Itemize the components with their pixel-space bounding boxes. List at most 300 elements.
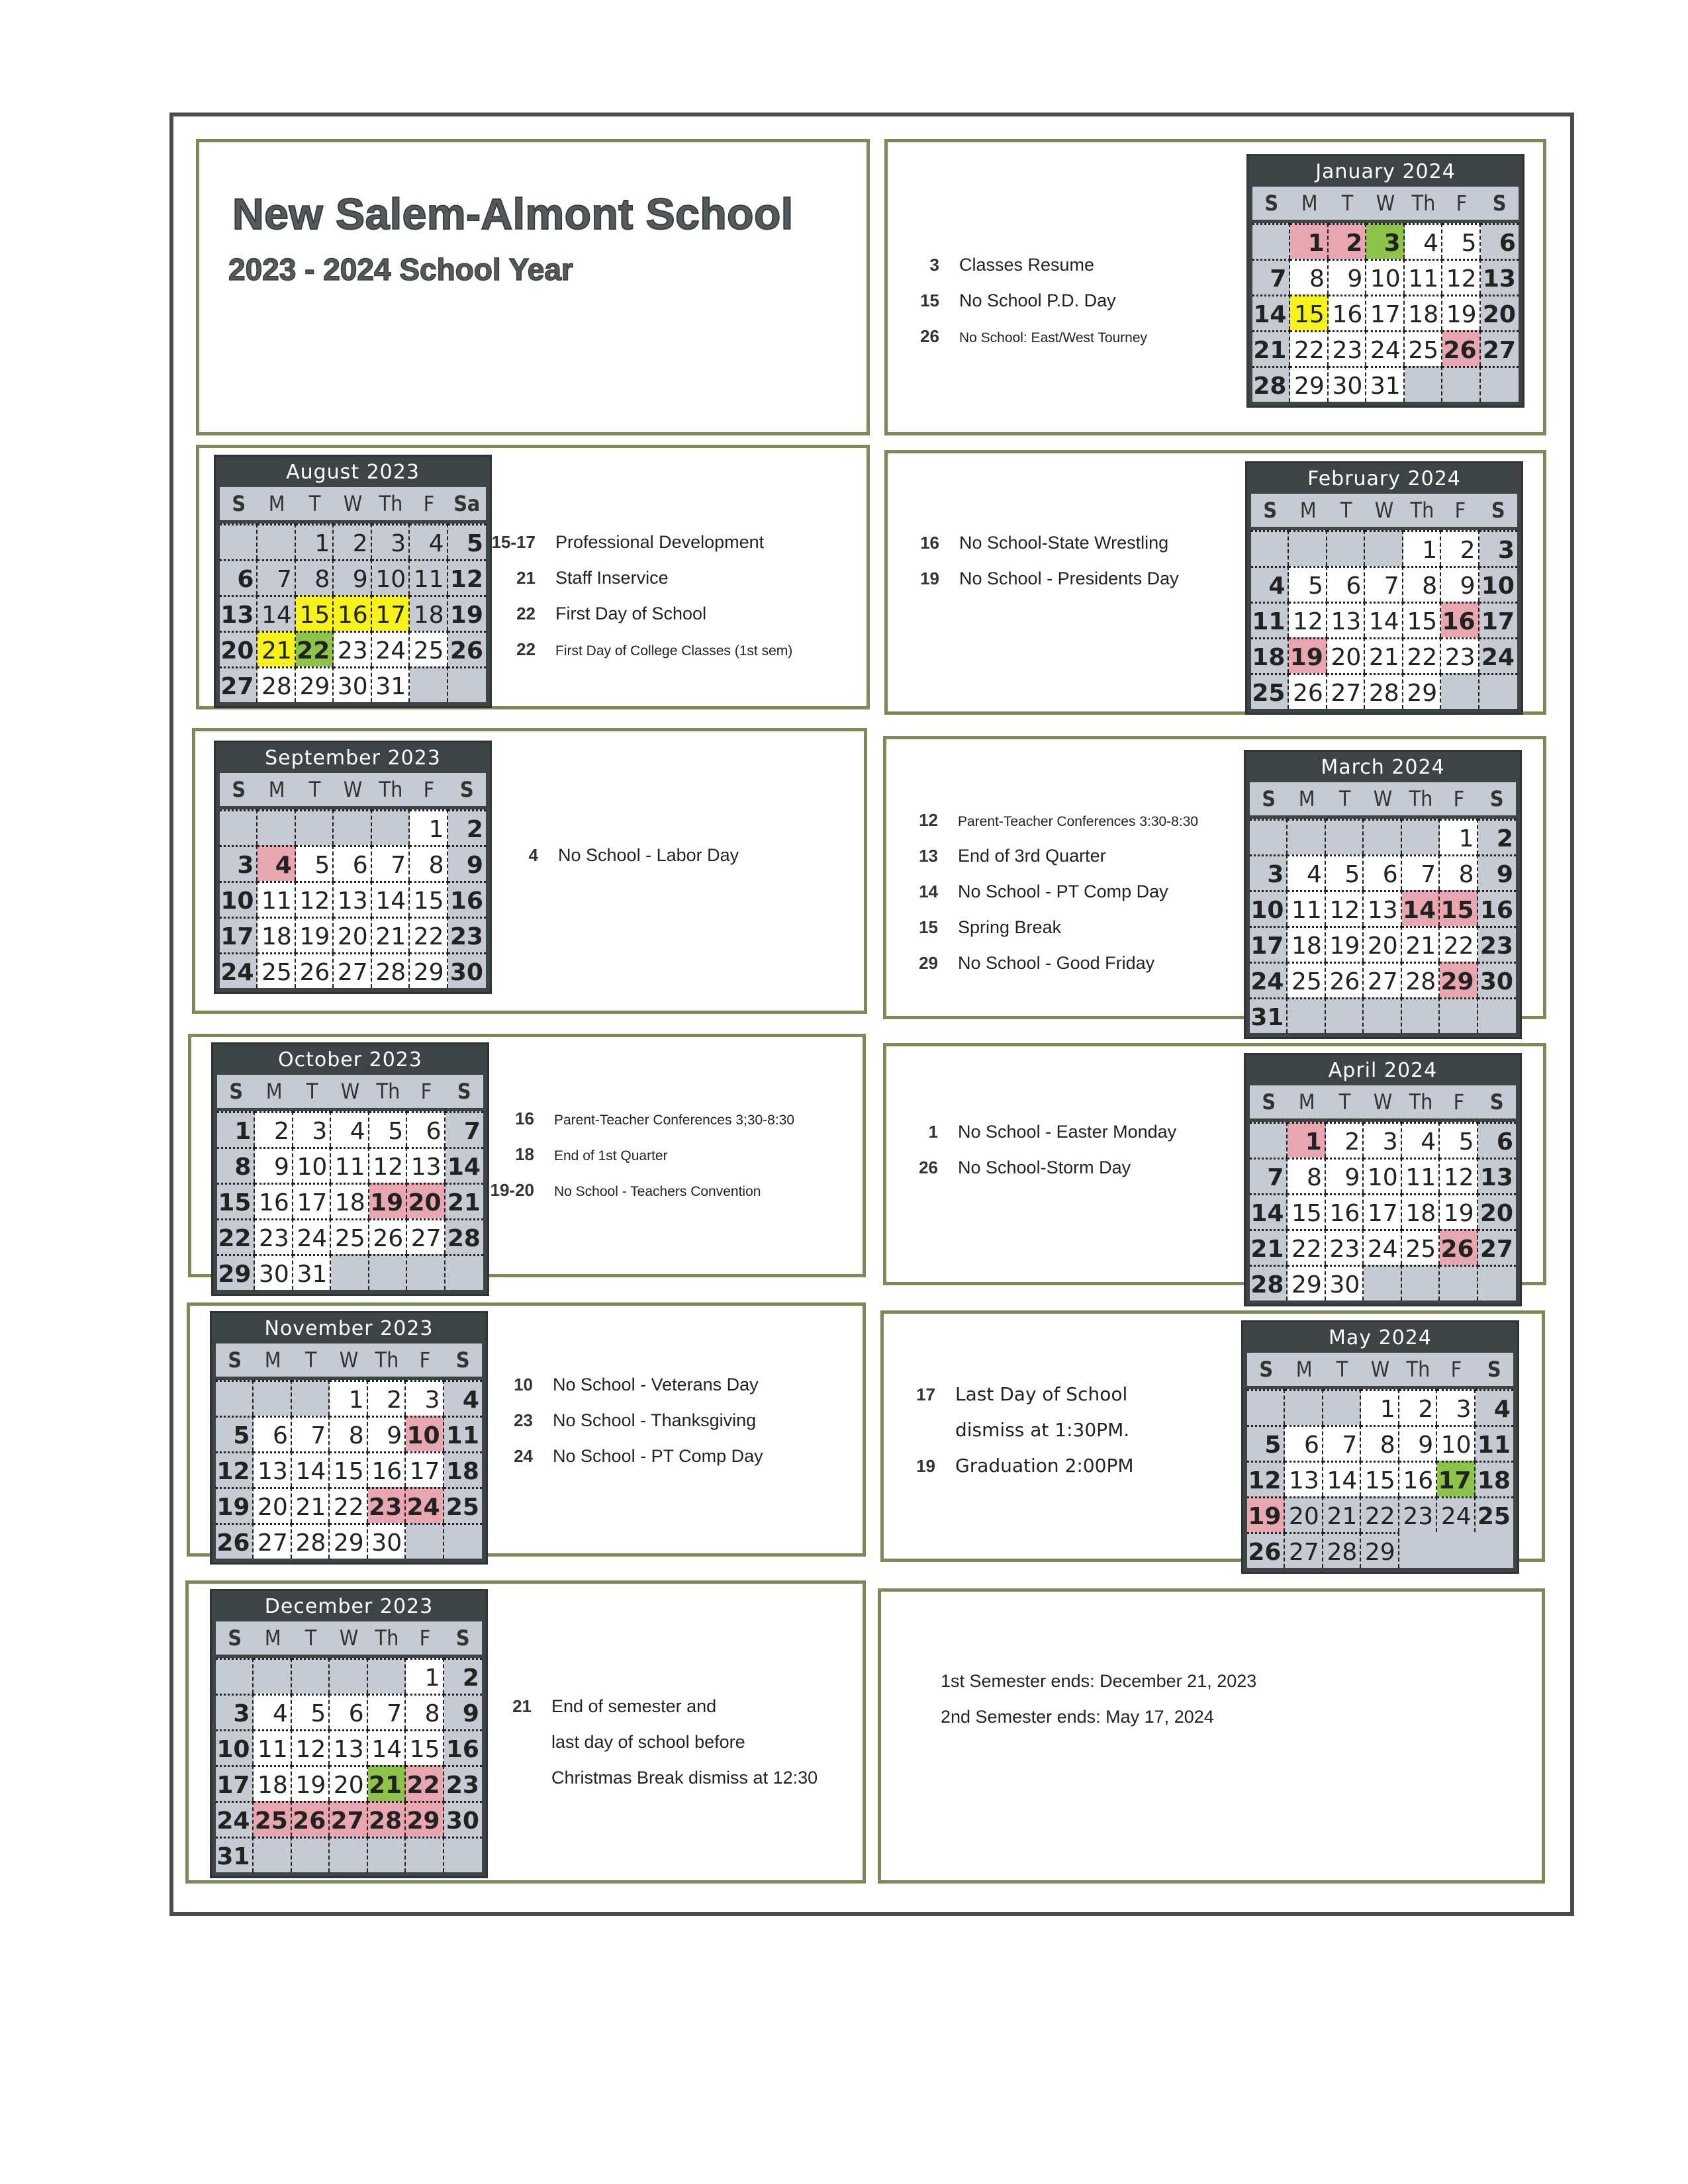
calendar-day: 2 <box>444 1658 482 1694</box>
calendar-empty-cell <box>258 809 295 845</box>
calendar-day: 9 <box>255 1147 293 1183</box>
calendar-day: 28 <box>292 1523 330 1559</box>
calendar-day: 19 <box>1289 637 1327 673</box>
calendar-month-title: November 2023 <box>264 1317 434 1340</box>
calendar-day: 7 <box>1323 1425 1361 1461</box>
event-date: 10 <box>514 1375 533 1394</box>
calendar-day: 22 <box>1403 637 1441 673</box>
calendar-day: 24 <box>372 631 410 666</box>
calendar-day: 13 <box>407 1147 445 1183</box>
calendar-empty-cell <box>444 1523 482 1559</box>
calendar-empty-cell <box>296 809 334 845</box>
event-date: 23 <box>514 1410 533 1430</box>
calendar-day: 7 <box>292 1416 330 1451</box>
calendar-empty-cell <box>1250 1122 1288 1158</box>
event-item <box>884 1419 1134 1455</box>
calendar-day: 10 <box>220 881 258 917</box>
calendar-day: 13 <box>1364 890 1401 926</box>
calendar-empty-cell <box>1440 997 1477 1033</box>
calendar-day: 30 <box>334 666 371 702</box>
semester-dates <box>941 1671 1256 1743</box>
event-date: 22 <box>516 639 536 659</box>
event-description: End of semester and <box>551 1696 717 1716</box>
weekday-label: M <box>268 491 285 516</box>
calendar-day: 11 <box>1405 259 1442 295</box>
calendar-day: 16 <box>1441 602 1479 637</box>
calendar-empty-cell <box>292 1837 330 1872</box>
calendar-empty-cell <box>406 1837 444 1872</box>
calendar-day: 4 <box>1476 1389 1513 1425</box>
month-panel-may <box>880 1310 1545 1566</box>
weekday-header-row <box>216 1343 482 1380</box>
calendar-day: 6 <box>254 1416 291 1451</box>
calendar-day: 15 <box>1403 602 1441 637</box>
event-description: No School - PT Comp Day <box>553 1446 763 1466</box>
event-item <box>886 1122 1176 1158</box>
calendar-day: 20 <box>1327 637 1365 673</box>
calendar-day: 29 <box>1361 1532 1399 1568</box>
calendar-month-title: December 2023 <box>264 1595 434 1618</box>
calendar-empty-cell <box>1365 530 1403 566</box>
month-panel-feb <box>884 450 1546 715</box>
calendar-empty-cell <box>1478 1265 1516 1300</box>
event-description: First Day of College Classes (1st sem) <box>555 643 793 659</box>
calendar-day: 21 <box>372 917 410 952</box>
calendar-day: 31 <box>293 1254 331 1290</box>
calendar-may-2024 <box>1241 1320 1519 1574</box>
calendar-day: 27 <box>1478 1229 1516 1265</box>
calendar-day: 19 <box>369 1183 407 1218</box>
calendar-day: 21 <box>1402 926 1440 962</box>
weekday-label: W <box>1374 498 1394 523</box>
calendar-empty-cell <box>445 1254 483 1290</box>
calendar-day: 16 <box>1329 295 1366 330</box>
calendar-day: 17 <box>406 1451 444 1487</box>
calendar-empty-cell <box>330 1658 367 1694</box>
calendar-day: 18 <box>331 1183 369 1218</box>
calendar-empty-cell <box>1326 997 1364 1033</box>
calendar-day: 24 <box>1364 1229 1401 1265</box>
calendar-empty-cell <box>292 1658 330 1694</box>
calendar-day: 7 <box>445 1111 483 1147</box>
calendar-day: 27 <box>407 1218 445 1254</box>
weekday-label: M <box>1295 1357 1313 1382</box>
weekday-label: M <box>1301 191 1318 216</box>
weekday-label: T <box>1341 191 1354 216</box>
weekday-label: S <box>1492 191 1507 216</box>
calendar-day: 21 <box>1250 1229 1288 1265</box>
semester-panel <box>878 1588 1545 1884</box>
event-item <box>886 917 1198 953</box>
calendar-day: 18 <box>444 1451 482 1487</box>
calendar-day: 9 <box>1329 259 1366 295</box>
calendar-day: 29 <box>406 1801 444 1837</box>
calendar-empty-cell <box>1402 1265 1440 1300</box>
calendar-day: 6 <box>1478 1122 1516 1158</box>
calendar-day: 22 <box>406 1765 444 1801</box>
weekday-header-row <box>216 1621 482 1658</box>
weekday-header-row <box>1252 187 1519 223</box>
calendar-empty-cell <box>1323 1389 1361 1425</box>
calendar-day: 19 <box>448 595 486 631</box>
calendar-day: 18 <box>254 1765 291 1801</box>
calendar-day: 21 <box>1323 1496 1361 1532</box>
events-april <box>886 1122 1176 1193</box>
weekday-label: Th <box>376 1079 400 1104</box>
calendar-day: 22 <box>1361 1496 1399 1532</box>
calendar-day: 29 <box>1288 1265 1325 1300</box>
weekday-label: T <box>305 1625 317 1651</box>
calendar-day-grid <box>1252 223 1519 402</box>
weekday-label: W <box>1373 1089 1393 1115</box>
event-description: No School - PT Comp Day <box>958 882 1168 901</box>
calendar-empty-cell <box>254 1658 291 1694</box>
event-date: 15 <box>920 291 939 310</box>
calendar-day: 29 <box>296 666 334 702</box>
calendar-empty-cell <box>216 1380 254 1416</box>
event-date: 24 <box>514 1446 533 1466</box>
event-description: Spring Break <box>958 917 1062 937</box>
calendar-day: 14 <box>1323 1461 1361 1496</box>
calendar-day: 3 <box>216 1694 254 1729</box>
event-item <box>481 1375 763 1410</box>
calendar-day: 1 <box>406 1658 444 1694</box>
calendar-day: 25 <box>410 631 447 666</box>
calendar-day: 9 <box>1478 854 1516 890</box>
calendar-day: 15 <box>406 1729 444 1765</box>
calendar-day: 28 <box>258 666 295 702</box>
calendar-day: 10 <box>1479 566 1517 602</box>
calendar-day: 28 <box>1323 1532 1361 1568</box>
event-description: No School-Storm Day <box>958 1158 1131 1177</box>
calendar-day: 4 <box>1288 854 1325 890</box>
weekday-label: S <box>1489 786 1504 811</box>
calendar-day: 2 <box>1329 223 1366 259</box>
weekday-label: Th <box>379 777 403 802</box>
calendar-day: 22 <box>330 1487 367 1523</box>
event-item <box>888 326 1147 362</box>
calendar-empty-cell <box>1327 530 1365 566</box>
calendar-day: 5 <box>292 1694 330 1729</box>
event-description: No School - Labor Day <box>558 845 739 865</box>
calendar-february-2024 <box>1245 461 1523 715</box>
calendar-day: 28 <box>1365 673 1403 709</box>
calendar-day: 24 <box>1366 330 1404 366</box>
event-date: 1 <box>928 1122 938 1142</box>
calendar-day-grid <box>1250 819 1516 1033</box>
events-february <box>888 533 1179 604</box>
event-date: 13 <box>919 846 938 866</box>
calendar-day: 29 <box>1440 962 1477 997</box>
calendar-day: 29 <box>330 1523 367 1559</box>
calendar-day: 16 <box>448 881 486 917</box>
calendar-empty-cell <box>1252 223 1290 259</box>
calendar-day-grid <box>216 1380 482 1559</box>
calendar-month-title: February 2024 <box>1307 467 1461 490</box>
weekday-label: F <box>420 1079 432 1104</box>
weekday-label: T <box>1338 786 1351 811</box>
calendar-day: 15 <box>1361 1461 1399 1496</box>
event-date: 26 <box>920 326 939 346</box>
calendar-day: 2 <box>448 809 486 845</box>
calendar-day: 26 <box>1247 1532 1285 1568</box>
event-date: 22 <box>516 604 536 623</box>
weekday-label: T <box>1336 1357 1348 1382</box>
calendar-day: 3 <box>406 1380 444 1416</box>
calendar-april-2024 <box>1244 1053 1522 1306</box>
calendar-day: 16 <box>368 1451 406 1487</box>
calendar-day: 4 <box>410 523 447 559</box>
event-description: Christmas Break dismiss at 12:30 <box>551 1768 818 1788</box>
title-panel <box>196 139 870 435</box>
calendar-day: 2 <box>255 1111 293 1147</box>
calendar-empty-cell <box>331 1254 369 1290</box>
calendar-day: 23 <box>444 1765 482 1801</box>
calendar-day: 3 <box>220 845 258 881</box>
events-january <box>888 255 1147 362</box>
calendar-day: 9 <box>334 559 371 595</box>
month-panel-jan <box>884 139 1546 435</box>
calendar-day: 16 <box>1399 1461 1437 1496</box>
calendar-day-grid <box>1247 1389 1513 1568</box>
calendar-empty-cell <box>448 666 486 702</box>
weekday-label: Th <box>1406 1357 1430 1382</box>
calendar-day: 27 <box>254 1523 291 1559</box>
event-date: 26 <box>919 1158 938 1177</box>
calendar-day: 12 <box>1289 602 1327 637</box>
calendar-day: 3 <box>1437 1389 1475 1425</box>
calendar-day: 24 <box>216 1801 254 1837</box>
calendar-day: 10 <box>406 1416 444 1451</box>
calendar-day: 27 <box>334 952 371 988</box>
event-date: 3 <box>929 255 939 275</box>
calendar-day: 6 <box>1364 854 1401 890</box>
weekday-label: Sa <box>453 491 481 516</box>
calendar-day: 18 <box>1402 1193 1440 1229</box>
calendar-empty-cell <box>444 1837 482 1872</box>
calendar-day: 21 <box>1252 330 1290 366</box>
month-panel-apr <box>883 1043 1546 1298</box>
calendar-day: 1 <box>296 523 334 559</box>
calendar-empty-cell <box>368 1658 406 1694</box>
calendar-day: 7 <box>372 845 410 881</box>
event-description: Graduation 2:00PM <box>955 1455 1134 1477</box>
calendar-day: 4 <box>1402 1122 1440 1158</box>
month-panel-dec <box>185 1580 866 1884</box>
event-item <box>884 1455 1134 1490</box>
calendar-day: 3 <box>1364 1122 1401 1158</box>
event-item <box>886 953 1198 989</box>
calendar-day: 14 <box>1402 890 1440 926</box>
calendar-day: 2 <box>1478 819 1516 854</box>
event-date: 12 <box>919 810 938 830</box>
calendar-day: 3 <box>1366 223 1404 259</box>
calendar-day: 19 <box>296 917 334 952</box>
calendar-empty-cell <box>1251 530 1289 566</box>
calendar-day: 26 <box>1440 1229 1477 1265</box>
calendar-day: 15 <box>330 1451 367 1487</box>
calendar-day: 14 <box>1252 295 1290 330</box>
calendar-day: 11 <box>1251 602 1289 637</box>
calendar-day: 1 <box>1288 1122 1325 1158</box>
calendar-day: 18 <box>1405 295 1442 330</box>
calendar-day: 9 <box>448 845 486 881</box>
weekday-label: T <box>1338 1089 1351 1115</box>
weekday-label: Th <box>379 491 403 516</box>
event-item <box>480 1768 818 1803</box>
calendar-day-grid <box>217 1111 483 1290</box>
calendar-day: 7 <box>368 1694 406 1729</box>
event-description: No School-State Wrestling <box>959 533 1169 553</box>
event-item <box>483 1109 794 1144</box>
calendar-day: 10 <box>372 559 410 595</box>
calendar-day: 14 <box>1365 602 1403 637</box>
month-panel-sep <box>192 728 867 1014</box>
calendar-day: 20 <box>220 631 258 666</box>
calendar-day: 30 <box>255 1254 293 1290</box>
events-may <box>884 1383 1134 1490</box>
event-item <box>481 1410 763 1446</box>
weekday-label: T <box>1340 498 1352 523</box>
calendar-day: 18 <box>1288 926 1325 962</box>
calendar-day: 13 <box>1285 1461 1323 1496</box>
calendar-day: 10 <box>216 1729 254 1765</box>
event-date: 4 <box>528 845 538 865</box>
calendar-day: 13 <box>334 881 371 917</box>
calendar-day: 12 <box>1247 1461 1285 1496</box>
calendar-empty-cell <box>254 1380 291 1416</box>
calendar-day: 8 <box>1288 1158 1325 1193</box>
calendar-march-2024 <box>1244 750 1522 1039</box>
calendar-day: 22 <box>217 1218 255 1254</box>
calendar-day: 2 <box>1399 1389 1437 1425</box>
weekday-label: F <box>1453 786 1465 811</box>
event-item <box>888 569 1179 604</box>
weekday-label: F <box>1450 1357 1462 1382</box>
calendar-day: 13 <box>254 1451 291 1487</box>
calendar-day: 7 <box>1250 1158 1288 1193</box>
calendar-day: 3 <box>1250 854 1288 890</box>
calendar-day: 7 <box>258 559 295 595</box>
event-item <box>884 1383 1134 1419</box>
calendar-day: 30 <box>1326 1265 1364 1300</box>
calendar-day: 5 <box>1442 223 1480 259</box>
event-item <box>888 533 1179 569</box>
calendar-day: 26 <box>292 1801 330 1837</box>
calendar-day: 25 <box>1476 1496 1513 1532</box>
month-panel-mar <box>883 736 1546 1031</box>
calendar-october-2023 <box>211 1042 489 1296</box>
calendar-day: 21 <box>292 1487 330 1523</box>
event-item <box>480 1696 818 1732</box>
calendar-day: 18 <box>410 595 447 631</box>
calendar-day: 17 <box>372 595 410 631</box>
weekday-label: Th <box>1410 498 1434 523</box>
calendar-day: 1 <box>1290 223 1328 259</box>
calendar-day: 12 <box>296 881 334 917</box>
weekday-label: S <box>455 1625 470 1651</box>
calendar-day: 17 <box>293 1183 331 1218</box>
calendar-day: 20 <box>1364 926 1401 962</box>
event-description: No School: East/West Tourney <box>959 330 1148 345</box>
calendar-day: 2 <box>1326 1122 1364 1158</box>
weekday-label: T <box>306 1079 318 1104</box>
calendar-day: 24 <box>406 1487 444 1523</box>
calendar-day: 19 <box>1247 1496 1285 1532</box>
event-item <box>484 532 792 568</box>
weekday-label: W <box>340 1079 360 1104</box>
calendar-day: 18 <box>1251 637 1289 673</box>
calendar-day-grid <box>220 523 486 702</box>
weekday-header-row <box>217 1075 483 1111</box>
event-description: Professional Development <box>555 532 765 552</box>
calendar-day: 13 <box>1327 602 1365 637</box>
calendar-day-grid <box>220 809 486 988</box>
calendar-day: 14 <box>445 1147 483 1183</box>
calendar-day: 5 <box>448 523 486 559</box>
event-description: No School - Easter Monday <box>958 1122 1177 1142</box>
weekday-label: W <box>1373 786 1393 811</box>
weekday-header-row <box>1250 782 1516 819</box>
event-item <box>888 291 1147 326</box>
event-description: Classes Resume <box>959 255 1095 275</box>
weekday-label: M <box>1298 786 1315 811</box>
event-item <box>888 255 1147 291</box>
weekday-label: S <box>459 777 474 802</box>
calendar-empty-cell <box>1247 1389 1285 1425</box>
event-item <box>480 1732 818 1768</box>
calendar-day: 23 <box>448 917 486 952</box>
calendar-day: 28 <box>372 952 410 988</box>
event-item <box>886 810 1198 846</box>
calendar-day: 5 <box>296 845 334 881</box>
calendar-day: 30 <box>1329 366 1366 402</box>
calendar-day: 9 <box>1326 1158 1364 1193</box>
calendar-day: 26 <box>369 1218 407 1254</box>
weekday-label: F <box>1454 498 1466 523</box>
calendar-empty-cell <box>372 809 410 845</box>
event-description: dismiss at 1:30PM. <box>955 1419 1130 1441</box>
calendar-day: 27 <box>1327 673 1365 709</box>
calendar-day: 25 <box>444 1487 482 1523</box>
weekday-label: S <box>228 1347 242 1373</box>
calendar-day: 21 <box>1365 637 1403 673</box>
calendar-empty-cell <box>1399 1532 1437 1568</box>
calendar-day: 15 <box>217 1183 255 1218</box>
calendar-day: 11 <box>254 1729 291 1765</box>
calendar-day: 25 <box>258 952 295 988</box>
calendar-day: 9 <box>1441 566 1479 602</box>
calendar-empty-cell <box>1478 997 1516 1033</box>
event-date: 15 <box>919 917 938 937</box>
calendar-day: 21 <box>445 1183 483 1218</box>
calendar-month-title: August 2023 <box>286 461 420 484</box>
event-description: End of 1st Quarter <box>554 1148 668 1163</box>
calendar-day: 8 <box>1361 1425 1399 1461</box>
calendar-day-grid <box>216 1658 482 1872</box>
calendar-day: 5 <box>1326 854 1364 890</box>
calendar-empty-cell <box>1288 819 1325 854</box>
calendar-empty-cell <box>1481 366 1519 402</box>
event-description: End of 3rd Quarter <box>958 846 1106 866</box>
weekday-label: W <box>1376 191 1395 216</box>
calendar-empty-cell <box>1289 530 1327 566</box>
calendar-day: 17 <box>1366 295 1404 330</box>
calendar-day: 23 <box>1399 1496 1437 1532</box>
calendar-day: 1 <box>1440 819 1477 854</box>
calendar-day: 6 <box>1285 1425 1323 1461</box>
calendar-day: 2 <box>334 523 371 559</box>
